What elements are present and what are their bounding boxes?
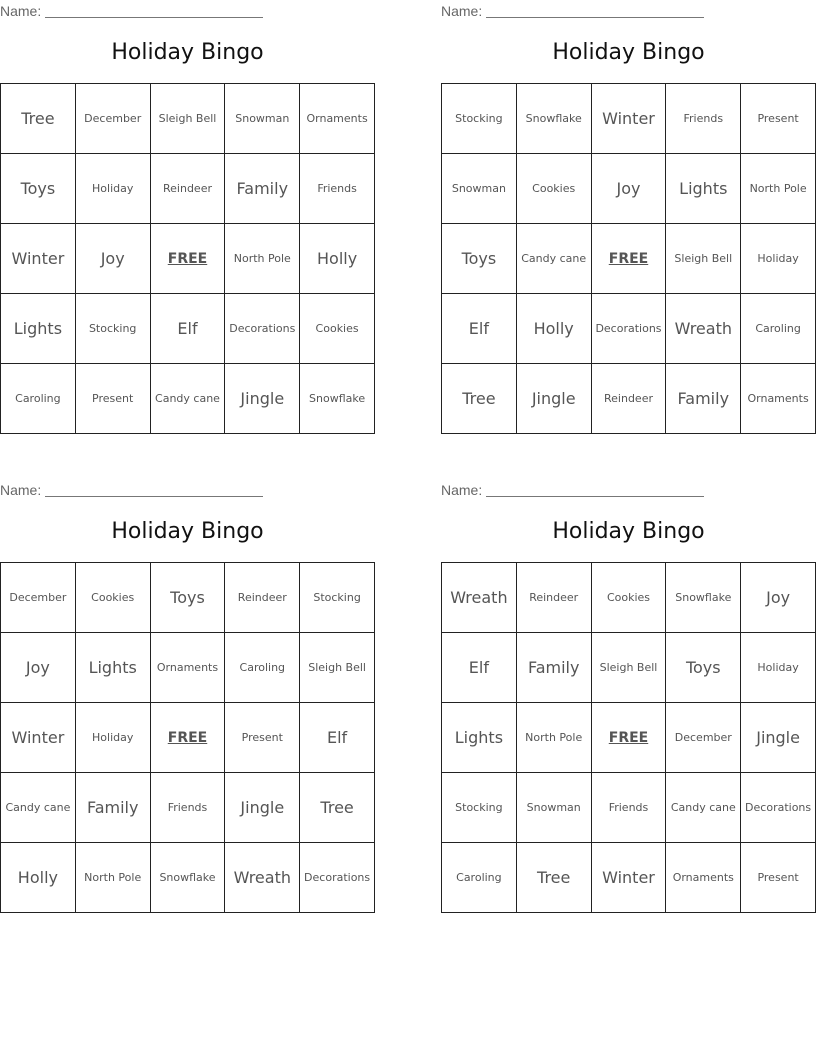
bingo-cell: Caroling <box>442 843 517 913</box>
bingo-cell: December <box>1 563 76 633</box>
card-title: Holiday Bingo <box>552 519 705 544</box>
name-field <box>0 3 264 19</box>
bingo-cell: Candy cane <box>666 773 741 843</box>
bingo-cell: Holiday <box>741 224 816 294</box>
bingo-cell: Winter <box>592 843 667 913</box>
free-space: FREE <box>151 224 226 294</box>
bingo-cell: Joy <box>76 224 151 294</box>
free-space: FREE <box>151 703 226 773</box>
bingo-cell: Lights <box>666 154 741 224</box>
bingo-cell: Ornaments <box>300 84 375 154</box>
bingo-cell: North Pole <box>76 843 151 913</box>
free-space: FREE <box>592 703 667 773</box>
bingo-cell: Friends <box>666 84 741 154</box>
bingo-cell: Ornaments <box>151 633 226 703</box>
bingo-cell: Wreath <box>442 563 517 633</box>
bingo-cell: Winter <box>1 703 76 773</box>
name-label: Name: <box>441 482 483 498</box>
bingo-cell: Decorations <box>741 773 816 843</box>
bingo-cell: Ornaments <box>741 364 816 434</box>
bingo-cell: Candy cane <box>1 773 76 843</box>
bingo-cell: Holly <box>517 294 592 364</box>
bingo-cell: Joy <box>592 154 667 224</box>
bingo-cell: Snowflake <box>517 84 592 154</box>
bingo-cell: December <box>666 703 741 773</box>
bingo-cell: Sleigh Bell <box>592 633 667 703</box>
bingo-cell: Joy <box>741 563 816 633</box>
card-title: Holiday Bingo <box>552 40 705 65</box>
bingo-cell: Family <box>666 364 741 434</box>
bingo-cell: Toys <box>666 633 741 703</box>
bingo-cell: North Pole <box>517 703 592 773</box>
bingo-cell: Holly <box>1 843 76 913</box>
bingo-cell: Cookies <box>76 563 151 633</box>
bingo-cell: Ornaments <box>666 843 741 913</box>
bingo-cell: Sleigh Bell <box>151 84 226 154</box>
bingo-cell: Present <box>225 703 300 773</box>
bingo-cell: Caroling <box>1 364 76 434</box>
bingo-cell: Friends <box>300 154 375 224</box>
bingo-cell: Snowman <box>517 773 592 843</box>
bingo-cell: Elf <box>300 703 375 773</box>
name-underline <box>486 495 704 497</box>
bingo-cell: Reindeer <box>225 563 300 633</box>
bingo-cell: Caroling <box>741 294 816 364</box>
bingo-cell: Decorations <box>225 294 300 364</box>
bingo-cell: Present <box>741 84 816 154</box>
bingo-cell: Tree <box>517 843 592 913</box>
bingo-cell: Sleigh Bell <box>300 633 375 703</box>
bingo-cell: Decorations <box>592 294 667 364</box>
bingo-cell: Elf <box>442 633 517 703</box>
bingo-cell: North Pole <box>741 154 816 224</box>
bingo-cell: Joy <box>1 633 76 703</box>
name-label: Name: <box>441 3 483 19</box>
bingo-cell: Snowflake <box>151 843 226 913</box>
bingo-cell: Holly <box>300 224 375 294</box>
bingo-cell: Tree <box>300 773 375 843</box>
bingo-cell: Candy cane <box>151 364 226 434</box>
bingo-cell: Toys <box>151 563 226 633</box>
name-field <box>441 482 705 498</box>
bingo-cell: Friends <box>151 773 226 843</box>
bingo-cell: Candy cane <box>517 224 592 294</box>
bingo-cell: Family <box>517 633 592 703</box>
name-label: Name: <box>0 482 42 498</box>
bingo-cell: Tree <box>1 84 76 154</box>
bingo-cell: Holiday <box>76 154 151 224</box>
bingo-cell: Lights <box>442 703 517 773</box>
bingo-cell: Family <box>225 154 300 224</box>
bingo-cell: Jingle <box>517 364 592 434</box>
bingo-cell: Cookies <box>517 154 592 224</box>
bingo-cell: Cookies <box>300 294 375 364</box>
bingo-cell: Lights <box>76 633 151 703</box>
bingo-cell: Holiday <box>741 633 816 703</box>
name-underline <box>486 16 704 18</box>
bingo-grid <box>0 83 375 434</box>
bingo-cell: Jingle <box>225 364 300 434</box>
bingo-cell: Lights <box>1 294 76 364</box>
bingo-cell: Friends <box>592 773 667 843</box>
bingo-cell: Stocking <box>300 563 375 633</box>
bingo-cell: Snowflake <box>666 563 741 633</box>
bingo-cell: Snowman <box>225 84 300 154</box>
bingo-cell: Winter <box>1 224 76 294</box>
bingo-cell: Holiday <box>76 703 151 773</box>
card-title: Holiday Bingo <box>111 40 264 65</box>
name-field <box>441 3 705 19</box>
bingo-cell: Toys <box>1 154 76 224</box>
bingo-cell: Reindeer <box>151 154 226 224</box>
bingo-cell: Toys <box>442 224 517 294</box>
bingo-cell: Caroling <box>225 633 300 703</box>
bingo-cell: Present <box>76 364 151 434</box>
bingo-cell: Snowman <box>442 154 517 224</box>
name-label: Name: <box>0 3 42 19</box>
bingo-cell: December <box>76 84 151 154</box>
bingo-cell: Present <box>741 843 816 913</box>
bingo-cell: Tree <box>442 364 517 434</box>
free-space: FREE <box>592 224 667 294</box>
name-field <box>0 482 264 498</box>
bingo-cell: Decorations <box>300 843 375 913</box>
bingo-cell: Wreath <box>225 843 300 913</box>
bingo-cell: Elf <box>442 294 517 364</box>
bingo-cell: Cookies <box>592 563 667 633</box>
bingo-cell: North Pole <box>225 224 300 294</box>
bingo-cell: Wreath <box>666 294 741 364</box>
name-underline <box>45 495 263 497</box>
name-underline <box>45 16 263 18</box>
bingo-cell: Stocking <box>76 294 151 364</box>
bingo-cell: Jingle <box>225 773 300 843</box>
bingo-grid <box>0 562 375 913</box>
bingo-cell: Winter <box>592 84 667 154</box>
bingo-grid <box>441 562 816 913</box>
bingo-cell: Jingle <box>741 703 816 773</box>
bingo-cell: Reindeer <box>517 563 592 633</box>
bingo-cell: Stocking <box>442 84 517 154</box>
bingo-cell: Reindeer <box>592 364 667 434</box>
bingo-cell: Stocking <box>442 773 517 843</box>
bingo-cell: Elf <box>151 294 226 364</box>
bingo-grid <box>441 83 816 434</box>
bingo-cell: Snowflake <box>300 364 375 434</box>
bingo-cell: Family <box>76 773 151 843</box>
bingo-cell: Sleigh Bell <box>666 224 741 294</box>
card-title: Holiday Bingo <box>111 519 264 544</box>
